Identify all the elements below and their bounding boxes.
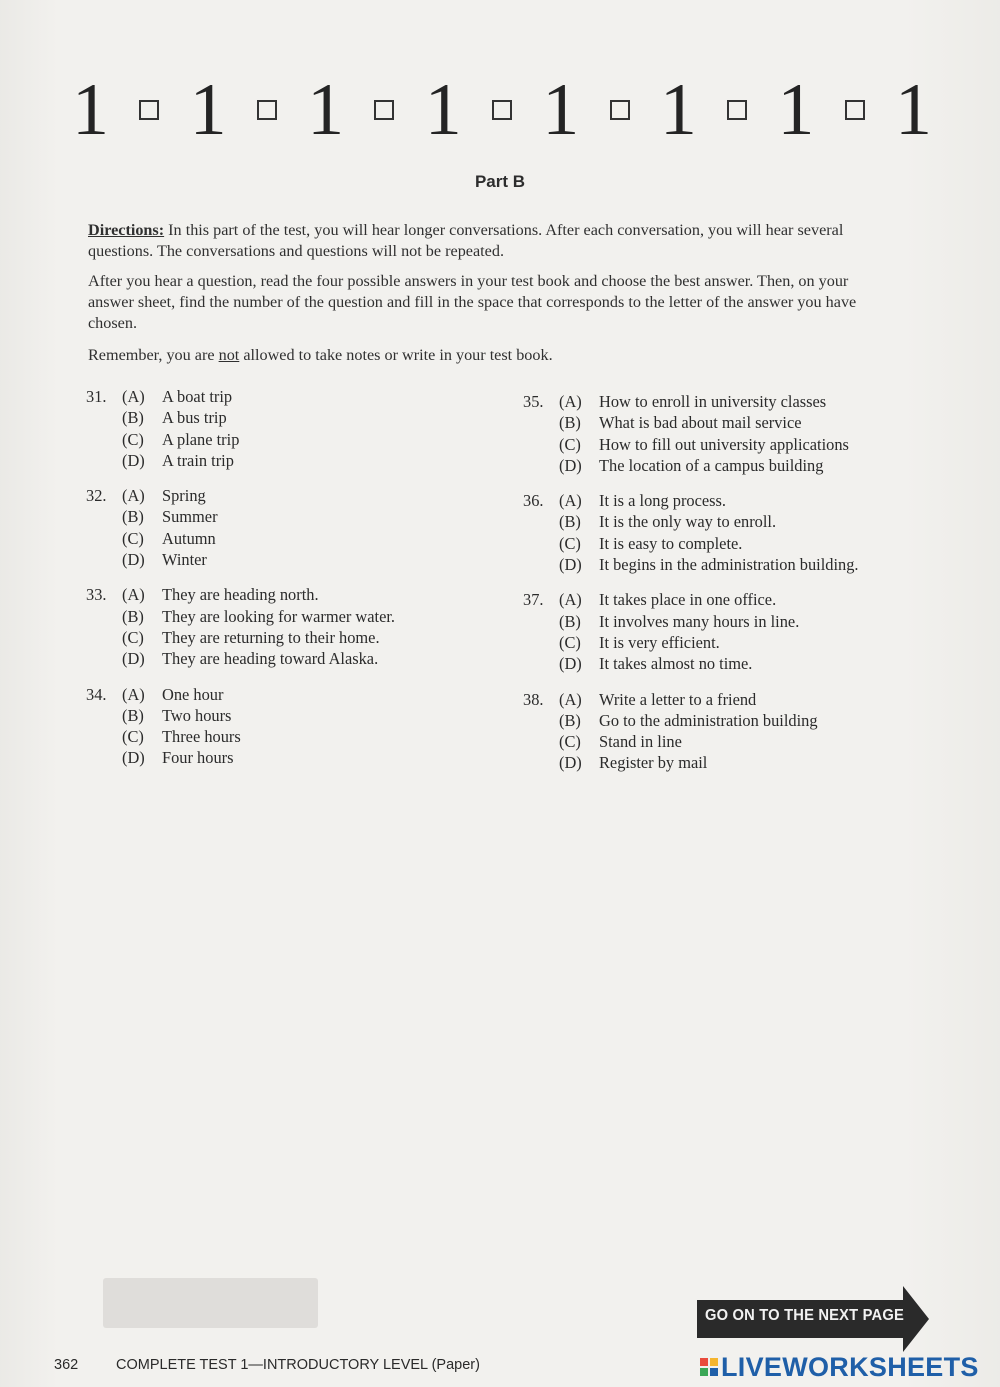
scan-smudge <box>103 1278 318 1328</box>
section-number: 1 <box>424 69 462 151</box>
liveworksheets-icon <box>700 1358 718 1376</box>
option-letter: (B) <box>122 408 144 428</box>
option-text: It takes place in one office. <box>599 590 777 610</box>
option-text: Spring <box>162 486 206 506</box>
section-number: 1 <box>307 69 345 151</box>
question-number: 33. <box>86 585 107 605</box>
answer-option[interactable] <box>523 554 923 575</box>
option-letter: (A) <box>122 684 145 704</box>
option-letter: (C) <box>122 727 144 747</box>
answer-option[interactable] <box>86 705 466 726</box>
option-letter: (B) <box>559 710 581 730</box>
answer-option[interactable] <box>523 412 923 433</box>
reminder-paragraph <box>88 345 898 366</box>
option-text: The location of a campus building <box>599 455 824 475</box>
directions-label: Directions: <box>88 221 165 239</box>
liveworksheets-logo <box>700 1352 979 1382</box>
option-letter: (B) <box>122 705 144 725</box>
answer-option[interactable] <box>86 485 466 506</box>
answer-option[interactable] <box>523 611 923 632</box>
option-text: Stand in line <box>599 732 682 752</box>
question-number: 36. <box>523 491 544 511</box>
option-letter: (A) <box>122 387 145 406</box>
option-text: It begins in the administration building. <box>599 555 859 575</box>
option-letter: (A) <box>559 689 582 709</box>
option-letter: (C) <box>122 429 144 449</box>
show-through-text <box>640 880 880 899</box>
question-36 <box>523 490 923 575</box>
answer-option[interactable] <box>86 450 466 471</box>
answer-option[interactable] <box>523 434 923 455</box>
question-number: 38. <box>523 689 544 709</box>
option-letter: (A) <box>559 491 582 511</box>
option-text: It takes almost no time. <box>599 654 753 674</box>
answer-box-icon <box>845 100 865 120</box>
question-35 <box>523 391 923 476</box>
option-letter: (D) <box>559 654 582 674</box>
part-title: Part B <box>474 172 526 191</box>
option-text: It is the only way to enroll. <box>599 512 777 532</box>
option-text: It is very efficient. <box>599 632 720 652</box>
instructions-paragraph: After you hear a question, read the four possible answers in your test book and choose the best answer. Then, on your answer sheet, find the number of the question and fill in the space that corresponds to the letter of the answer you have chosen. <box>88 272 857 332</box>
option-letter: (D) <box>122 550 145 570</box>
option-letter: (C) <box>122 528 144 548</box>
option-letter: (C) <box>559 732 581 752</box>
option-letter: (C) <box>559 632 581 652</box>
directions-paragraph <box>88 220 898 262</box>
option-text: Three hours <box>162 727 241 747</box>
option-text: What is bad about mail service <box>599 413 802 433</box>
answer-box-icon <box>610 100 630 120</box>
option-text: Summer <box>162 507 218 527</box>
reminder-emphasis: not <box>218 346 240 364</box>
answer-option[interactable] <box>86 407 466 428</box>
option-letter: (D) <box>122 450 145 470</box>
answer-option[interactable] <box>86 528 466 549</box>
option-text: A train trip <box>162 450 234 470</box>
option-text: They are returning to their home. <box>162 627 380 647</box>
option-text: A boat trip <box>162 387 233 406</box>
option-text: How to fill out university applications <box>599 434 849 454</box>
answer-option[interactable] <box>86 606 466 627</box>
answer-option[interactable] <box>86 684 466 705</box>
option-text: Winter <box>162 550 207 570</box>
option-text: Four hours <box>162 748 234 768</box>
section-number: 1 <box>542 69 580 151</box>
reminder-text: allowed to take notes or write in your test book. <box>239 346 553 364</box>
option-text: How to enroll in university classes <box>599 392 827 411</box>
watermark-text: LIVEWORKSHEETS <box>721 1351 979 1382</box>
next-page-button[interactable] <box>697 1286 929 1352</box>
answer-option[interactable] <box>523 455 923 476</box>
option-letter: (D) <box>559 455 582 475</box>
answer-box-icon <box>139 100 159 120</box>
answer-option[interactable] <box>523 689 923 710</box>
option-text: A bus trip <box>162 408 227 428</box>
option-letter: (C) <box>122 627 144 647</box>
question-32 <box>86 485 466 570</box>
section-number: 1 <box>189 69 227 151</box>
question-number: 32. <box>86 486 107 506</box>
option-text: They are heading north. <box>162 585 319 605</box>
question-38 <box>523 689 923 774</box>
answer-option[interactable] <box>523 752 923 773</box>
option-letter: (C) <box>559 533 581 553</box>
question-column-right <box>523 391 923 788</box>
option-text: It involves many hours in line. <box>599 611 800 631</box>
option-text: Two hours <box>162 705 232 725</box>
option-letter: (A) <box>559 392 582 411</box>
answer-option[interactable] <box>86 506 466 527</box>
option-letter: (A) <box>122 585 145 605</box>
section-number: 1 <box>659 69 697 151</box>
answer-option[interactable] <box>86 386 466 407</box>
answer-box-icon <box>374 100 394 120</box>
option-letter: (D) <box>122 649 145 669</box>
answer-option[interactable] <box>523 632 923 653</box>
option-text: A plane trip <box>162 429 240 449</box>
answer-option[interactable] <box>523 511 923 532</box>
option-letter: (D) <box>559 753 582 773</box>
answer-option[interactable] <box>86 747 466 768</box>
option-text: They are looking for warmer water. <box>162 606 396 626</box>
option-letter: (A) <box>559 590 582 610</box>
section-number: 1 <box>72 69 109 151</box>
option-letter: (B) <box>122 507 144 527</box>
question-column-left <box>86 386 466 783</box>
question-33 <box>86 584 466 669</box>
answer-option[interactable] <box>86 549 466 570</box>
question-number: 37. <box>523 590 544 610</box>
answer-option[interactable] <box>86 648 466 669</box>
question-number: 35. <box>523 392 544 411</box>
option-text: It is a long process. <box>599 491 727 511</box>
answer-option[interactable] <box>86 584 466 605</box>
option-letter: (B) <box>122 606 144 626</box>
answer-box-icon <box>257 100 277 120</box>
question-31 <box>86 386 466 471</box>
option-letter: (B) <box>559 413 581 433</box>
option-text: They are heading toward Alaska. <box>162 649 379 669</box>
question-34 <box>86 684 466 769</box>
answer-option[interactable] <box>86 429 466 450</box>
answer-option[interactable] <box>523 533 923 554</box>
option-text: Go to the administration building <box>599 710 818 730</box>
answer-option[interactable] <box>523 710 923 731</box>
option-text: Write a letter to a friend <box>599 689 757 709</box>
option-letter: (D) <box>122 748 145 768</box>
option-letter: (A) <box>122 486 145 506</box>
answer-option[interactable] <box>523 731 923 752</box>
option-letter: (B) <box>559 611 581 631</box>
footer-title: COMPLETE TEST 1—INTRODUCTORY LEVEL (Paper) <box>116 1357 480 1373</box>
answer-option[interactable] <box>86 726 466 747</box>
option-text: Register by mail <box>599 753 708 773</box>
option-text: One hour <box>162 684 224 704</box>
answer-option[interactable] <box>523 589 923 610</box>
answer-option[interactable] <box>523 490 923 511</box>
question-37 <box>523 589 923 674</box>
section-number: 1 <box>894 69 932 151</box>
answer-option[interactable] <box>523 653 923 674</box>
option-text: It is easy to complete. <box>599 533 743 553</box>
page-number: 362 <box>54 1357 79 1373</box>
answer-box-icon <box>727 100 747 120</box>
section-number: 1 <box>777 69 815 151</box>
reminder-text: Remember, you are <box>88 346 219 364</box>
option-letter: (C) <box>559 434 581 454</box>
question-number: 34. <box>86 684 107 704</box>
question-number: 31. <box>86 387 107 406</box>
section-header-strip <box>72 70 932 150</box>
answer-option[interactable] <box>523 391 923 412</box>
option-text: Autumn <box>162 528 216 548</box>
page-footer <box>54 1357 480 1373</box>
next-page-label: GO ON TO THE NEXT PAGE <box>705 1307 904 1324</box>
option-letter: (D) <box>559 555 582 575</box>
option-letter: (B) <box>559 512 581 532</box>
answer-option[interactable] <box>86 627 466 648</box>
answer-box-icon <box>492 100 512 120</box>
directions-text: In this part of the test, you will hear longer conversations. After each conversation, you will hear several questions. The conversations and questions will not be repeated. <box>88 221 844 260</box>
